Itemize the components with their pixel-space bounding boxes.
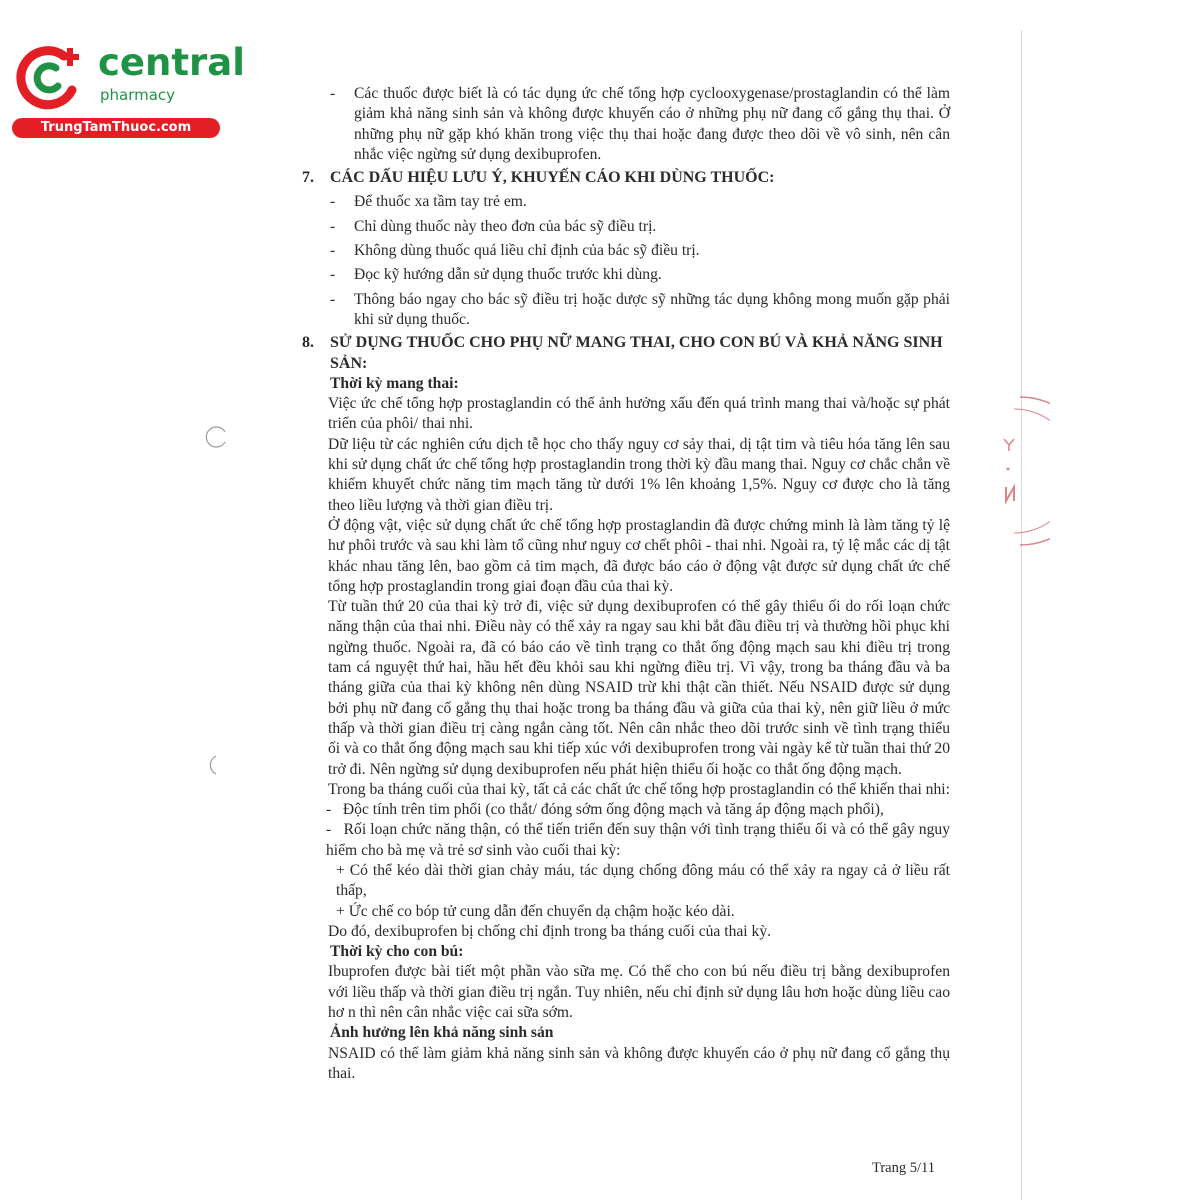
punch-hole-mark <box>203 424 229 450</box>
fetal-effect-text: Rối loạn chức năng thận, có thể tiến triển đến suy thận với tình trạng thiểu ối và có thể gây nguy hiểm cho bà mẹ và trẻ sơ sinh vào cuối thai kỳ: <box>326 821 950 859</box>
pregnancy-heading: Thời kỳ mang thai: <box>330 374 459 392</box>
plus-marker: + <box>336 902 345 920</box>
list-item <box>302 241 950 261</box>
section-title: CÁC DẤU HIỆU LƯU Ý, KHUYẾN CÁO KHI DÙNG THUỐC: <box>330 169 775 187</box>
list-item <box>302 217 950 237</box>
central-pharmacy-logo <box>10 38 245 138</box>
fetal-effect-text: Độc tính trên tim phổi (co thắt/ đóng sớm ống động mạch và tăng áp động mạch phổi), <box>342 801 884 819</box>
stamp-mark <box>990 395 1050 555</box>
page-edge-line <box>1021 30 1022 1200</box>
plus-item-text: Có thể kéo dài thời gian chảy máu, tác dụng chống đông máu có thể xảy ra ngay cả ở liều rất thấp, <box>336 861 950 900</box>
pharmacy-cross-icon <box>12 40 86 114</box>
page-number: Trang 5/11 <box>872 1160 935 1176</box>
list-item-text: Không dùng thuốc quá liều chỉ định của bác sỹ điều trị. <box>354 242 700 260</box>
list-item <box>302 192 950 212</box>
fetal-effect-item <box>302 800 950 820</box>
list-item-text: Đọc kỹ hướng dẫn sử dụng thuốc trước khi dùng. <box>354 266 662 284</box>
document-body <box>302 84 950 1084</box>
plus-item <box>302 902 950 922</box>
paragraph: Ibuprofen được bài tiết một phần vào sữa mẹ. Có thể cho con bú nếu điều trị bằng dexibuprofen với liều thấp và thời gian điều trị ngắn. Tuy nhiên, nếu chỉ định sử dụng lâu hơn hoặc dùng liều cao hơ n thì nên cân nhắc việc cai sữa sớm. <box>328 963 950 1022</box>
paragraph: Dữ liệu từ các nghiên cứu dịch tễ học cho thấy nguy cơ sảy thai, dị tật tim và tiêu hóa tăng lên sau khi sử dụng chất ức chế tổng hợp prostaglandin trong thời kỳ đầu mang thai. Nguy cơ chắc chắn về khiếm khuyết chức năng tim mạch tăng từ dưới 1% lên khoảng 1,5%. Nguy cơ được cho là tăng theo liều lượng và thời gian điều trị. <box>328 435 950 514</box>
list-item <box>302 265 950 285</box>
dash-marker: - <box>330 266 336 284</box>
paragraph: Ở động vật, việc sử dụng chất ức chế tổng hợp prostaglandin đã được chứng minh là làm tăng tỷ lệ hư phôi trước và sau khi làm tổ cũng như nguy cơ chết phôi - thai nhi. Ngoài ra, tỷ lệ mắc các dị tật khác nhau tăng lên, bao gồm cả tim mạch, đã được báo cáo ở động vật được sử dụng chất ức chế tổng hợp prostaglandin trong giai đoạn đầu của thai kỳ. <box>328 516 950 595</box>
dash-marker: - <box>330 217 336 235</box>
section-8-heading <box>302 333 950 374</box>
paragraph: Việc ức chế tổng hợp prostaglandin có thể ảnh hưởng xấu đến quá trình mang thai và/hoặc sự phát triển của phôi/ thai nhi. <box>328 395 950 433</box>
paragraph: Từ tuần thứ 20 của thai kỳ trở đi, việc sử dụng dexibuprofen có thể gây thiểu ối do rối loạn chức năng thận của thai nhi. Điều này có thể xảy ra ngay sau khi bắt đầu điều trị và thường hồi phục khi ngừng thuốc. Ngoài ra, đã có báo cáo về tình trạng co thắt ống động mạch sau khi điều trị trong tam cá nguyệt thứ hai, hầu hết đều khỏi sau khi ngừng điều trị. Vì vậy, trong ba tháng đầu và ba tháng giữa của thai kỳ không nên dùng NSAID trừ khi thật cần thiết. Nếu NSAID được sử dụng bởi phụ nữ đang cố gắng thụ thai hoặc trong ba tháng đầu và giữa của thai kỳ, nên giữ liều ở mức thấp và thời gian điều trị càng ngắn càng tốt. Nên cân nhắc theo dõi trước sinh về tình trạng thiểu ối và co thắt ống động mạch sau khi tiếp xúc với dexibuprofen trong vài ngày kể từ tuần thai thứ 20 trở đi. Nên ngừng sử dụng dexibuprofen nếu phát hiện thiểu ối hoặc co thắt ống động mạch. <box>328 598 950 778</box>
dash-marker: - <box>330 290 336 308</box>
list-item <box>302 290 950 331</box>
intro-text: Các thuốc được biết là có tác dụng ức chế tổng hợp cyclooxygenase/prostaglandin có thể làm giảm khả năng sinh sản và không được khuyến cáo ở những phụ nữ đang cố gắng thụ thai. Ở những phụ nữ gặp khó khăn trong việc thụ thai hoặc đang được theo dõi về vô sinh, nên cân nhắc việc ngừng sử dụng dexibuprofen. <box>354 85 950 163</box>
section-number: 7. <box>302 169 314 187</box>
plus-item <box>302 861 950 902</box>
dash-marker: - <box>326 821 332 839</box>
intro-list-item <box>302 84 950 165</box>
paragraph: Do đó, dexibuprofen bị chống chỉ định trong ba tháng cuối của thai kỳ. <box>328 922 772 940</box>
fetal-effect-item <box>302 820 950 861</box>
punch-hole-mark <box>198 752 224 778</box>
list-item-text: Để thuốc xa tầm tay trẻ em. <box>354 193 527 211</box>
brand-url-badge: TrungTamThuoc.com <box>12 118 220 138</box>
list-item-text: Chỉ dùng thuốc này theo đơn của bác sỹ điều trị. <box>354 217 657 235</box>
brand-name: central <box>98 41 245 84</box>
dash-marker: - <box>330 193 336 211</box>
section-title: SỬ DỤNG THUỐC CHO PHỤ NỮ MANG THAI, CHO CON BÚ VÀ KHẢ NĂNG SINH SẢN: <box>330 334 943 372</box>
fertility-heading: Ảnh hưởng lên khả năng sinh sản <box>330 1024 554 1042</box>
plus-marker: + <box>336 861 345 879</box>
dash-marker: - <box>326 801 332 819</box>
list-item-text: Thông báo ngay cho bác sỹ điều trị hoặc dược sỹ những tác dụng không mong muốn gặp phải khi sử dụng thuốc. <box>354 290 950 328</box>
section-7-heading <box>302 168 950 188</box>
brand-subtitle: pharmacy <box>100 86 176 104</box>
lactation-heading: Thời kỳ cho con bú: <box>330 943 464 961</box>
dash-marker: - <box>330 242 336 260</box>
paragraph: Trong ba tháng cuối của thai kỳ, tất cả các chất ức chế tổng hợp prostaglandin có thể khiến thai nhi: <box>328 780 950 798</box>
dash-marker: - <box>330 85 336 102</box>
plus-item-text: Ức chế co bóp tử cung dẫn đến chuyển dạ chậm hoặc kéo dài. <box>348 902 735 920</box>
section-number: 8. <box>302 334 314 352</box>
paragraph: NSAID có thể làm giảm khả năng sinh sản và không được khuyến cáo ở phụ nữ đang cố gắng thụ thai. <box>328 1044 950 1082</box>
